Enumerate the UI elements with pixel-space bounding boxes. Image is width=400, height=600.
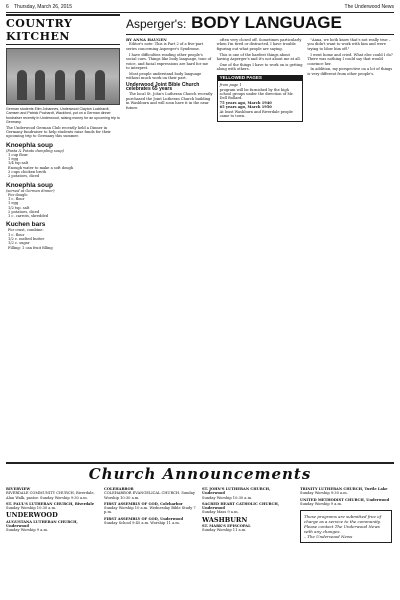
ingredient-line: Enough water to make a soft dough — [8, 165, 74, 170]
church-details: Sunday Worship 9 a.m. — [300, 501, 343, 506]
ingredient-line: 1/4 tsp salt — [8, 161, 29, 166]
article-title-prefix: Asperger's: — [126, 17, 187, 31]
church-column — [300, 485, 392, 543]
article-paragraph: I have difficulties reading other people's social cues. Things like body language, tone of voice, and facial expressions are hard for me to interpret. — [126, 52, 212, 70]
church-name: AUGUSTANA LUTHERAN CHURCH, Underwood — [6, 519, 78, 529]
church-name: TRINITY LUTHERAN CHURCH, Turtle Lake — [300, 487, 388, 491]
article-paragraph: often very closed off. Sometimes particularly when I'm tired or distracted, I have trouble figuring out what people are saying. — [216, 38, 302, 51]
church-details: RIVERDALE COMMUNITY CHURCH, Riverdale, Alan Walk, pastor. Sunday Worship 9:30 a.m. — [6, 491, 95, 500]
byline: BY ANNA HAUGEN — [126, 37, 167, 42]
recipe-title: Kuchen bars — [6, 221, 46, 229]
notice-source: – The Underwood News — [304, 534, 353, 540]
church-name: ST. MARK'S EPISCOPAL — [202, 524, 251, 529]
church-name: ST. JOHN'S LUTHERAN CHURCH, Underwood — [202, 487, 271, 496]
article-title — [126, 14, 394, 35]
issue-date: Thursday, March 26, 2015 — [14, 4, 72, 10]
ingredient-line: For crust, combine: — [8, 228, 44, 233]
ingredient-line: 1 egg — [8, 201, 19, 206]
article-col-3 — [307, 38, 394, 122]
page-header — [6, 3, 394, 13]
article-paragraph: One of the things I have to work on is getting along with others. — [216, 63, 303, 72]
church-anniversary-text: The local St. John's Lutheran Church recently purchased the Joint Lutheran Church building in Washburn and will soon have it in the near future. — [126, 92, 213, 110]
church-details: COLEHARBOR EVANGELICAL CHURCH. Sunday Worship 10:30 a.m. — [104, 491, 195, 500]
ingredient-line: 1 c. flour — [8, 232, 25, 237]
church-details: Sunday Worship 10:30 a.m. — [202, 495, 253, 500]
recipe-title: Knoephla soup — [6, 181, 53, 189]
church-details: Sunday Worship 10 a.m. Wednesday Bible Study 7 p.m. — [104, 506, 196, 515]
recipe-title: Knoephla soup — [6, 141, 53, 149]
article-paragraph: I went home and cried. What else could I do? There was nothing I could say that would convince her. — [307, 52, 393, 66]
ingredient-line: 1/2 c. melted butter — [8, 237, 45, 241]
yp-item: program will be furnished by the high school groups under the direction of Mr. Dell Bollard. — [219, 87, 294, 101]
article-col-1 — [126, 38, 213, 122]
paper-name: The Underwood News — [344, 4, 394, 10]
church-column — [104, 485, 196, 543]
country-kitchen-title: COUNTRY KITCHEN — [6, 14, 120, 45]
church-notice — [300, 510, 392, 543]
yp-item: 65 years ago, March 1950 — [219, 105, 272, 110]
church-details: Sunday Mass 9 a.m. — [202, 510, 239, 515]
church-column — [6, 485, 98, 543]
recipe-list — [6, 142, 120, 250]
students-photo — [6, 48, 120, 105]
church-name: UNITED METHODIST CHURCH, Underwood — [300, 497, 390, 502]
church-name: FIRST ASSEMBLY OF GOD, Coleharbor — [104, 501, 183, 506]
article-paragraph: "Anna, we both know that's not really true – you didn't want to work with him and were trying to blow him off." — [307, 38, 391, 51]
ingredient-line: 1 cup flour — [8, 152, 28, 157]
church-name: ST. PAUL'S LUTHERAN CHURCH, Riverdale — [6, 501, 94, 506]
ingredient-line: 1 c. carrots, shredded — [8, 214, 49, 219]
church-details: Sunday Worship 9 a.m. — [6, 528, 49, 533]
ingredient-line: 2 potatoes, diced — [8, 174, 40, 179]
yp-from: from page 1 — [219, 83, 242, 88]
church-name: COLEHARBOR — [104, 487, 134, 491]
kitchen-intro: The Underwood German Club recently held a Dinner in Germany fundraiser to help students raise funds for their upcoming trip to Germany this summer. — [6, 125, 111, 139]
church-announcements — [6, 462, 394, 598]
article-paragraph: In addition, my perspective on a lot of things is very different from other people's. — [307, 67, 393, 76]
article-paragraph: This is one of the hardest things about having Asperger's and it's not about me at all. — [216, 52, 301, 62]
ingredient-line: 1/2 tsp. salt — [8, 205, 30, 210]
article-paragraph: Most people understand body language without much work on their part. — [126, 71, 202, 81]
asperger-article — [126, 14, 394, 460]
article-col-2 — [217, 38, 304, 122]
church-details: Sunday Worship 10:30 a.m. — [6, 506, 57, 511]
church-details: Sunday Worship 11 a.m. — [202, 528, 247, 533]
town-heading: WASHBURN — [202, 515, 248, 524]
yp-item: 75 years ago, March 1940 — [219, 100, 272, 105]
church-title: Church Announcements — [88, 465, 312, 483]
ingredient-line: Filling: 1 can fruit filling — [8, 245, 53, 250]
ingredient-line: 2 potatoes, diced — [8, 209, 40, 214]
recipe-subtitle: (served at German dinner) — [6, 188, 55, 193]
recipe-subtitle: (Pasta & Potato dumpling soup) — [6, 148, 64, 153]
page-number: 6 — [6, 4, 9, 10]
church-name: RIVERVIEW — [6, 487, 31, 491]
yp-item: At least Washburn and Riverdale people came to town. — [219, 109, 293, 119]
ingredient-line: 1 c. flour — [8, 196, 25, 201]
church-columns — [6, 485, 394, 543]
church-name: FIRST ASSEMBLY OF GOD, Underwood — [104, 516, 183, 521]
town-heading: UNDERWOOD — [6, 511, 58, 520]
article-paragraph: Editor's note: This is Part 2 of a five-part series concerning Asperger's Syndrome. — [126, 42, 204, 51]
yellowed-pages-title: YELLOWED PAGES — [217, 75, 304, 81]
church-details: Sunday School 9:45 a.m. Worship 11 a.m. — [104, 521, 180, 526]
notice-text: These programs are submitted free of charge as a service to the community. Please contact The Underwood News with any changes. — [304, 514, 382, 535]
church-anniversary-head: Underwood Joint Bible Church celebrates 65 years — [126, 81, 200, 93]
ingredient-line: For dough: — [8, 192, 28, 197]
photo-caption: German students Elim Johannes, Underwood Clayton Lockhardt, Camsen and Patrick Pochardt, Wackford, put on a German dinner fundraiser recently in Underwood, raising money for an upcoming trip to Germany. — [6, 107, 120, 125]
church-column — [202, 485, 294, 543]
ingredient-line: 1 egg — [8, 157, 19, 162]
country-kitchen-column — [6, 14, 120, 460]
article-title-main: BODY LANGUAGE — [191, 14, 342, 32]
ingredient-line: 3 cups chicken broth — [8, 170, 47, 175]
yellowed-pages-box — [217, 81, 304, 121]
church-name: SACRED HEART CATHOLIC CHURCH, Underwood — [202, 501, 279, 511]
ingredient-line: 1/2 c. sugar — [8, 241, 30, 246]
church-details: Sunday Worship 9:30 a.m. — [300, 491, 348, 496]
